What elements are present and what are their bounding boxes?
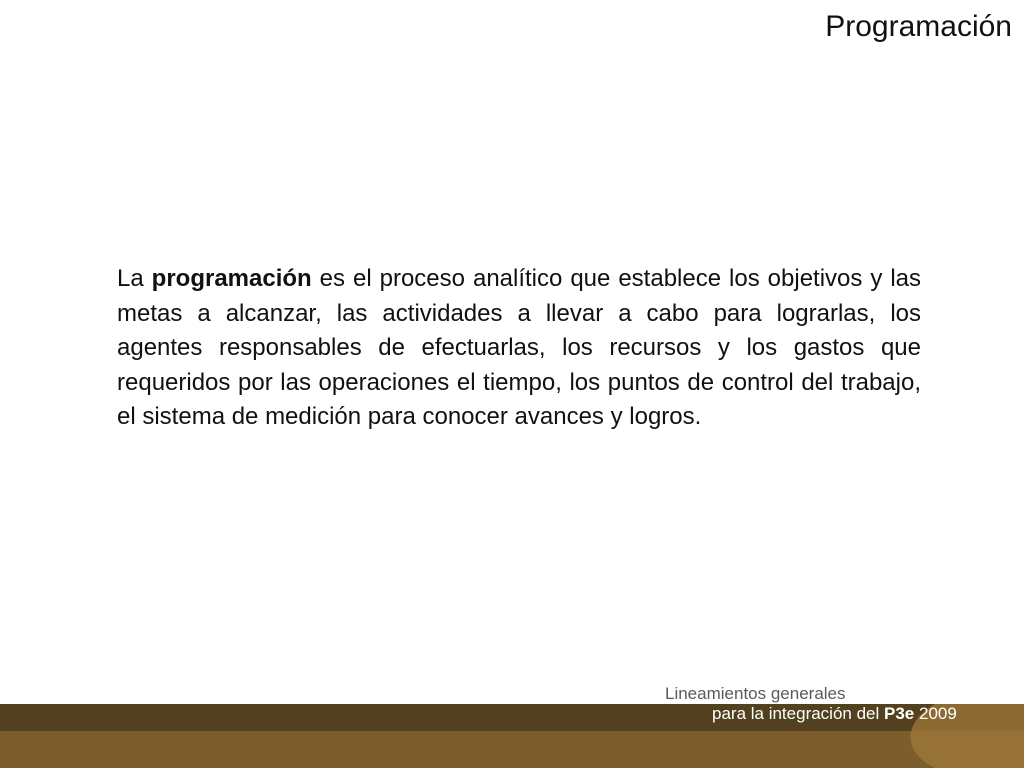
footer-year: 2009 [914, 704, 957, 723]
slide-title: Programación [825, 10, 1012, 43]
body-bold-term: programación [151, 265, 312, 292]
body-intro: La [117, 265, 152, 292]
footer-subtitle [712, 704, 957, 724]
footer-title: Lineamientos generales [665, 684, 846, 703]
body-paragraph [117, 262, 921, 435]
footer-brand: P3e [884, 704, 915, 723]
footer-subtitle-prefix: para la integración del [712, 704, 885, 723]
body-rest: es el proceso analítico que establece los objetivos y las metas a alcanzar, las actividades a llevar a cabo para lograrlas, los agentes responsables de efectuarlas, los recursos y los gastos que requeridos por las operaciones el tiempo, los puntos de control del trabajo, el sistema de medición para conocer avances y logros. [117, 265, 922, 430]
